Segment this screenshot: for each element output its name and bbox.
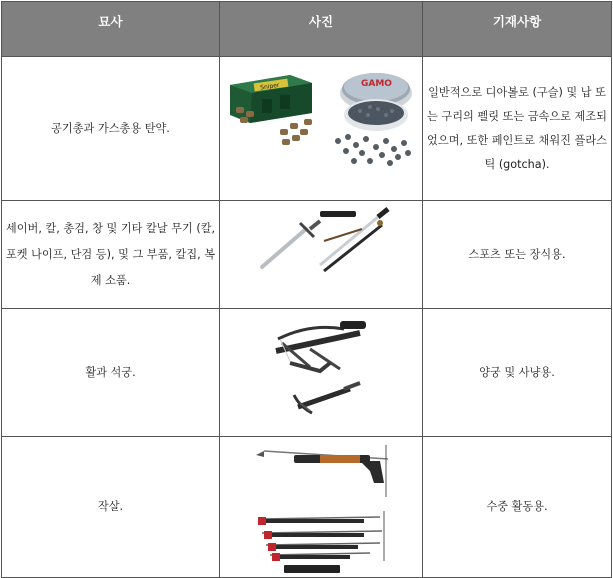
- speargun-image: [220, 437, 423, 578]
- row-note: 양궁 및 사냥용.: [423, 309, 612, 437]
- table-row: [2, 201, 612, 309]
- table-row: [2, 437, 612, 578]
- header-notes: 기재사항: [423, 2, 612, 57]
- tin-label-text: Sniper: [259, 81, 280, 92]
- header-photo: 사진: [220, 2, 423, 57]
- row-photo: [220, 437, 423, 578]
- row-description: 공기총과 가스총용 탄약.: [2, 57, 220, 201]
- table-row: [2, 57, 612, 201]
- row-note: 스포츠 또는 장식용.: [423, 201, 612, 309]
- row-description: 활과 석궁.: [2, 309, 220, 437]
- pellet-tin-and-pellets-image: [220, 57, 423, 201]
- crossbows-image: [220, 309, 423, 437]
- swords-image: [220, 201, 423, 309]
- row-note: 일반적으로 디아볼로 (구슬) 및 납 또는 구리의 펠릿 또는 금속으로 제조되었으며, 또한 페인트로 채워진 플라스틱 (gotcha).: [423, 57, 612, 201]
- row-photo: [220, 57, 423, 201]
- header-row: [2, 2, 612, 57]
- weapons-table: [1, 1, 612, 578]
- row-note: 수중 활동용.: [423, 437, 612, 578]
- gamo-label-text: GAMO: [361, 79, 392, 89]
- row-photo: [220, 309, 423, 437]
- table-row: [2, 309, 612, 437]
- row-description: 작살.: [2, 437, 220, 578]
- header-description: 묘사: [2, 2, 220, 57]
- row-description: 세이버, 칼, 총검, 창 및 기타 칼날 무기 (칼, 포켓 나이프, 단검 등), 및 그 부품, 칼집, 복제 소품.: [2, 201, 220, 309]
- row-photo: [220, 201, 423, 309]
